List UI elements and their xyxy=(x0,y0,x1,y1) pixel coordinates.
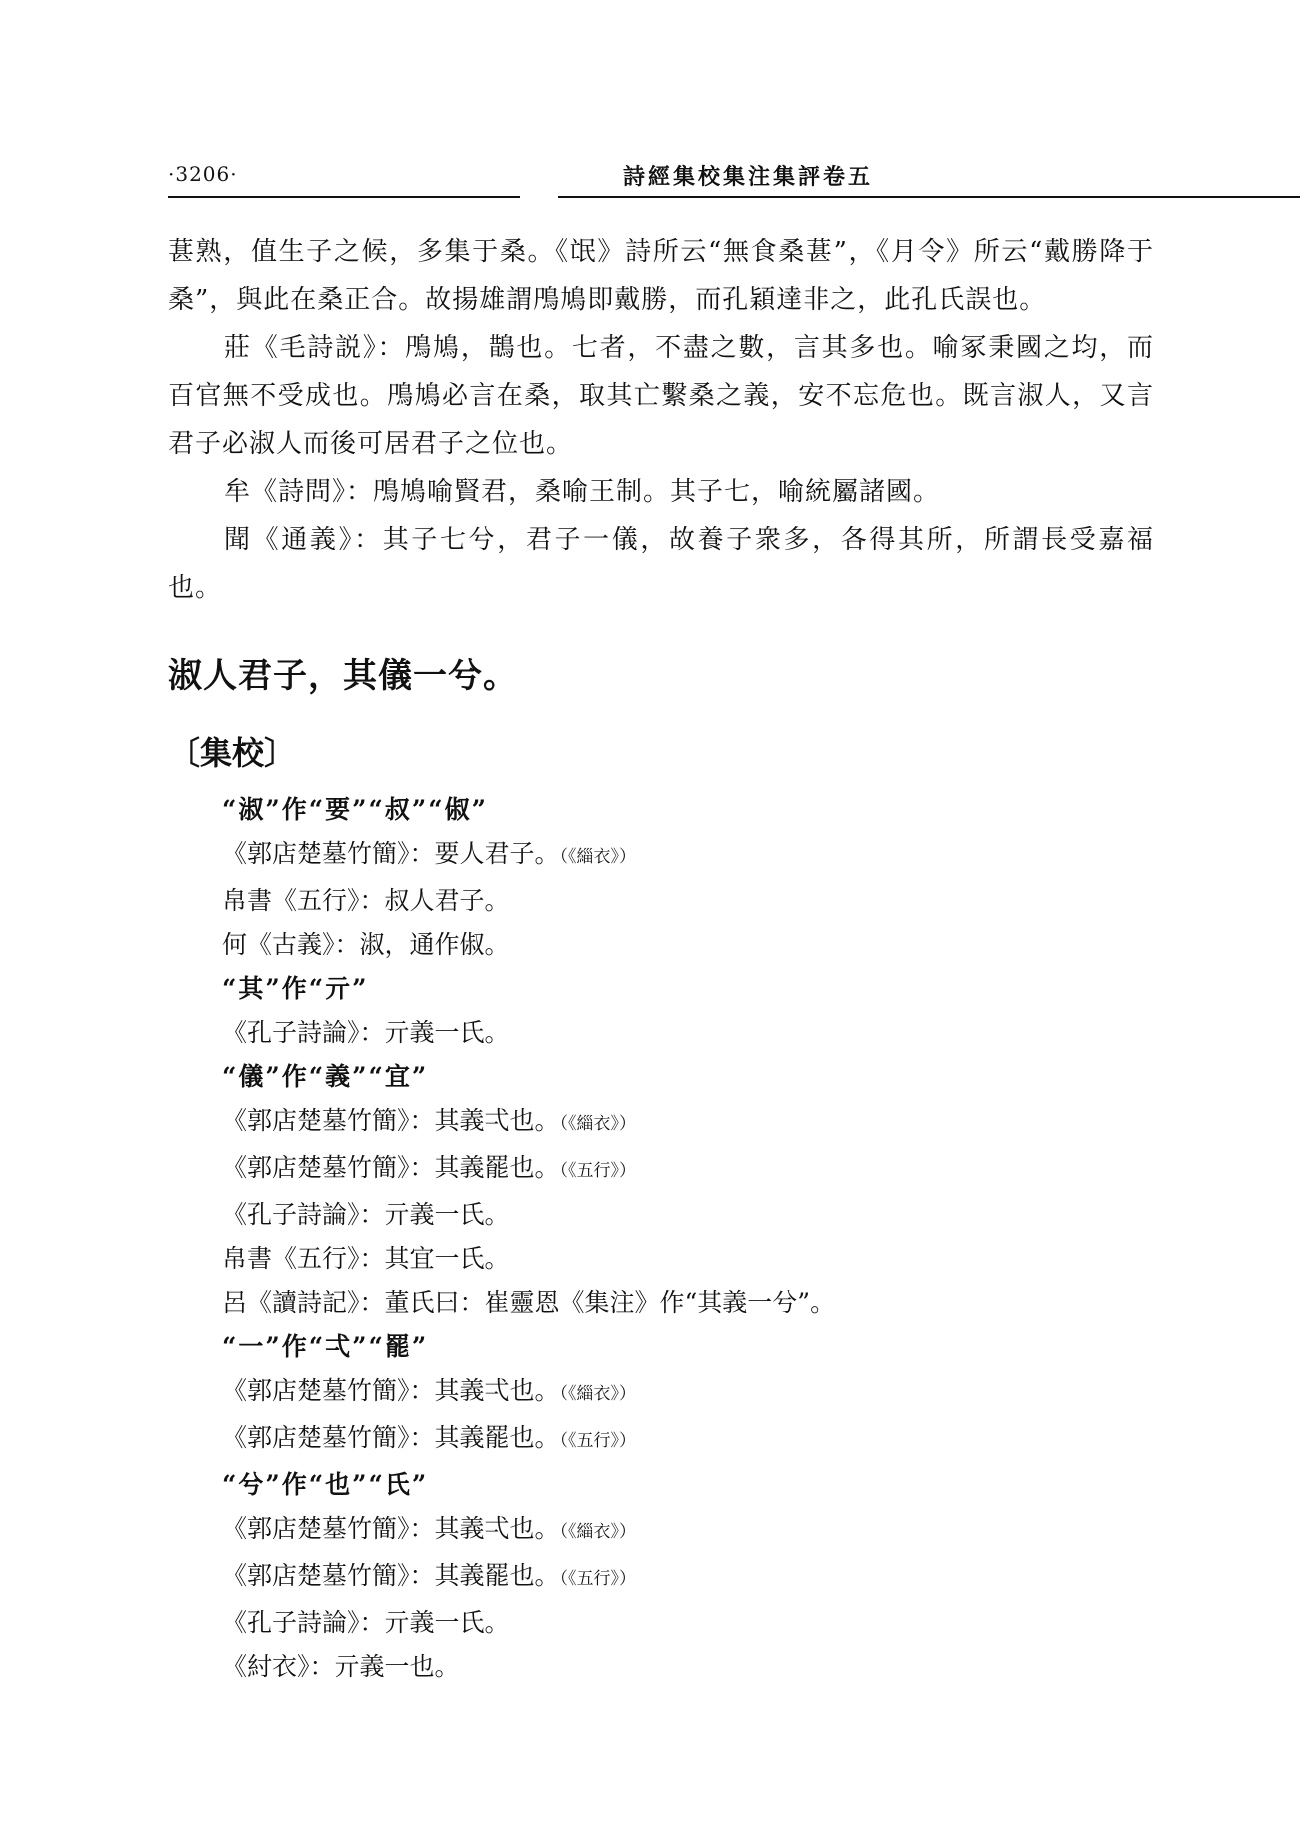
variant-citation xyxy=(222,1011,1122,1055)
variant-citation xyxy=(222,1099,1122,1146)
variant-citation xyxy=(222,1369,1122,1416)
variant-text: 帛書《五行》：其宜一氏。 xyxy=(222,1244,510,1273)
variant-source-note: （《緇衣》） xyxy=(559,1384,637,1404)
section-heading: 〔集校〕 xyxy=(168,734,297,772)
page-header xyxy=(168,160,1152,200)
variant-list xyxy=(222,788,1122,1689)
variant-text: 《郭店楚墓竹簡》：其義罷也。 xyxy=(222,1423,560,1452)
variant-text: 帛書《五行》：叔人君子。 xyxy=(222,886,510,915)
variant-source-note: （《緇衣》） xyxy=(559,1114,637,1134)
variant-citation xyxy=(222,923,1122,967)
variant-text: “其”作“亓” xyxy=(222,974,369,1003)
variant-text: 《郭店楚墓竹簡》：其義弌也。 xyxy=(222,1106,560,1135)
variant-source-note: （《緇衣》） xyxy=(559,847,637,867)
commentary-paragraph: 牟《詩問》：鳲鳩喻賢君，桑喻王制。其子七，喻統屬諸國。 xyxy=(224,477,941,507)
variant-text: 《郭店楚墓竹簡》：其義弌也。 xyxy=(222,1514,560,1543)
variant-citation xyxy=(222,832,1122,879)
variant-text: 《孔子詩論》：亓義一氏。 xyxy=(222,1018,510,1047)
header-rule-right xyxy=(558,196,1300,198)
variant-text: 何《古義》：淑，通作俶。 xyxy=(222,930,510,959)
commentary-text xyxy=(168,228,1154,612)
variant-text: “兮”作“也”“氏” xyxy=(222,1470,429,1499)
variant-citation xyxy=(222,1416,1122,1463)
variant-source-note: （《五行》） xyxy=(559,1431,637,1451)
commentary-paragraph: 莊《毛詩説》：鳲鳩，鵲也。七者，不盡之數，言其多也。喻冢秉國之均，而百官無不受成也。鳲鳩必言在桑，取其亡繫桑之義，安不忘危也。既言淑人，又言君子必淑人而後可居君子之位也。 xyxy=(168,333,1154,459)
variant-citation xyxy=(222,1601,1122,1645)
variant-citation xyxy=(222,1281,1122,1325)
variant-text: 呂《讀詩記》：董氏曰：崔靈恩《集注》作“其義一兮”。 xyxy=(222,1288,836,1317)
variant-heading xyxy=(222,788,1122,832)
variant-citation xyxy=(222,1554,1122,1601)
variant-citation xyxy=(222,1507,1122,1554)
variant-citation xyxy=(222,879,1122,923)
running-title: 詩經集校集注集評卷五 xyxy=(622,164,873,190)
commentary-paragraph: 葚熟，值生子之候，多集于桑。《氓》詩所云“無食桑葚”，《月令》所云“戴勝降于桑”，與此在桑正合。故揚雄謂鳲鳩即戴勝，而孔穎達非之，此孔氏誤也。 xyxy=(168,237,1154,315)
header-rule-left xyxy=(168,196,520,198)
variant-source-note: （《緇衣》） xyxy=(559,1522,637,1542)
variant-text: 《郭店楚墓竹簡》：其義弌也。 xyxy=(222,1376,560,1405)
variant-heading xyxy=(222,967,1122,1011)
variant-text: 《孔子詩論》：亓義一氏。 xyxy=(222,1608,510,1637)
variant-text: 《郭店楚墓竹簡》：其義罷也。 xyxy=(222,1153,560,1182)
commentary-paragraph: 聞《通義》：其子七兮，君子一儀，故養子衆多，各得其所，所謂長受嘉福也。 xyxy=(168,525,1154,603)
variant-text: “淑”作“要”“叔”“俶” xyxy=(222,795,489,824)
variant-text: 《郭店楚墓竹簡》：其義罷也。 xyxy=(222,1561,560,1590)
variant-text: 《紂衣》：亓義一也。 xyxy=(222,1652,460,1681)
variant-source-note: （《五行》） xyxy=(559,1569,637,1589)
variant-citation xyxy=(222,1237,1122,1281)
variant-citation xyxy=(222,1645,1122,1689)
variant-citation xyxy=(222,1146,1122,1193)
variant-citation xyxy=(222,1193,1122,1237)
page-number: ·3206· xyxy=(168,162,238,186)
variant-heading xyxy=(222,1325,1122,1369)
variant-text: 《郭店楚墓竹簡》：要人君子。 xyxy=(222,839,560,868)
variant-heading xyxy=(222,1463,1122,1507)
verse-line: 淑人君子，其儀一兮。 xyxy=(168,656,518,696)
variant-heading xyxy=(222,1055,1122,1099)
variant-text: “儀”作“義”“宜” xyxy=(222,1062,429,1091)
variant-source-note: （《五行》） xyxy=(559,1161,637,1181)
variant-text: 《孔子詩論》：亓義一氏。 xyxy=(222,1200,510,1229)
variant-text: “一”作“弌”“罷” xyxy=(222,1332,429,1361)
